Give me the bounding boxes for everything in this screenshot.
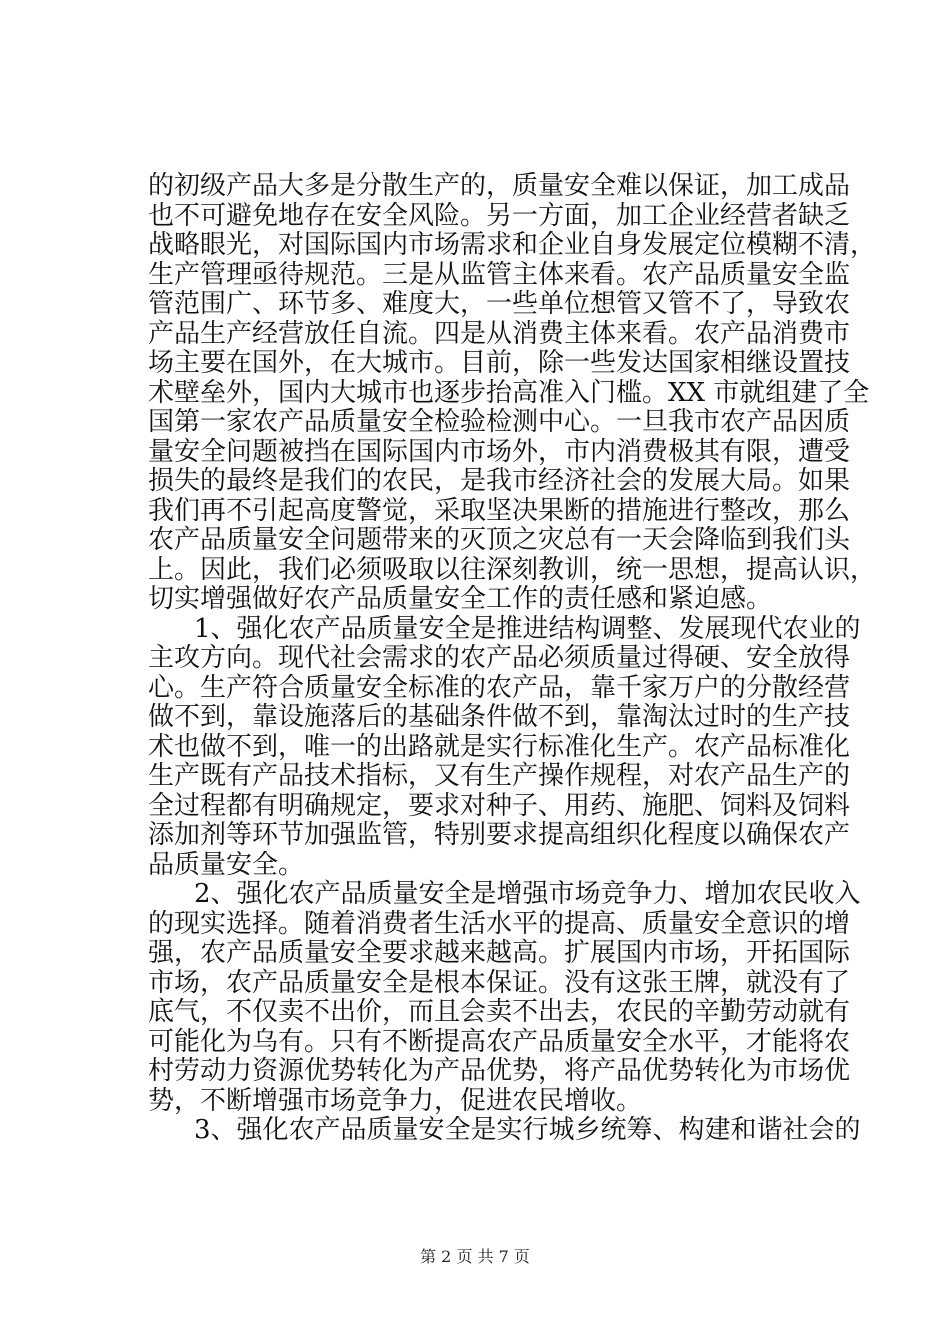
text-line: 术也做不到，唯一的出路就是实行标准化生产。农产品标准化	[148, 731, 851, 762]
text-line: 生产管理亟待规范。三是从监管主体来看。农产品质量安全监	[148, 259, 851, 290]
paragraph	[148, 879, 861, 1116]
document-body	[148, 171, 877, 1146]
text-line: 主攻方向。现代社会需求的农产品必须质量过得硬、安全放得	[148, 643, 851, 673]
paragraph	[148, 613, 861, 881]
text-line: 产品生产经营放任自流。四是从消费主体来看。农产品消费市	[148, 318, 851, 349]
text-line: 也不可避免地存在安全风险。另一方面，加工企业经营者缺乏	[148, 200, 851, 231]
text-line: 管范围广、环节多、难度大，一些单位想管又管不了，导致农	[148, 289, 851, 319]
page-footer: 第 2 页 共 7 页	[420, 1247, 530, 1266]
text-line: 势，不断增强市场竞争力，促进农民增收。	[148, 1085, 643, 1116]
text-line: 做不到，靠设施落后的基础条件做不到，靠淘汰过时的生产技	[148, 702, 851, 732]
text-line: 切实增强做好农产品质量安全工作的责任感和紧迫感。	[148, 584, 773, 614]
text-line: 品质量安全。	[148, 849, 305, 880]
text-line: 添加剂等环节加强监管，特别要求提高组织化程度以确保农产	[148, 820, 851, 850]
text-line: 的现实选择。随着消费者生活水平的提高、质量安全意识的增	[148, 908, 851, 939]
text-line: 损失的最终是我们的农民，是我市经济社会的发展大局。如果	[148, 466, 851, 496]
paragraph	[148, 171, 877, 615]
text-line: 术壁垒外，国内大城市也逐步抬高准入门槛。XX 市就组建了全	[148, 377, 870, 408]
text-line: 底气，不仅卖不出价，而且会卖不出去，农民的辛勤劳动就有	[148, 997, 851, 1027]
text-line: 的初级产品大多是分散生产的，质量安全难以保证，加工成品	[148, 171, 851, 201]
text-line: 3、强化农产品质量安全是实行城乡统筹、构建和谐社会的	[194, 1115, 861, 1145]
text-line: 村劳动力资源优势转化为产品优势，将产品优势转化为市场优	[148, 1056, 851, 1086]
text-line: 场主要在国外，在大城市。目前，除一些发达国家相继设置技	[148, 348, 851, 378]
text-line: 1、强化农产品质量安全是推进结构调整、发展现代农业的	[194, 613, 861, 644]
text-line: 强，农产品质量安全要求越来越高。扩展国内市场，开拓国际	[148, 938, 851, 968]
text-line: 市场，农产品质量安全是根本保证。没有这张王牌，就没有了	[148, 967, 851, 998]
text-line: 全过程都有明确规定，要求对种子、用药、施肥、饲料及饲料	[148, 790, 851, 821]
paragraph	[148, 1115, 861, 1146]
text-line: 量安全问题被挡在国际国内市场外，市内消费极其有限，遭受	[148, 436, 851, 467]
text-line: 我们再不引起高度警觉，采取坚决果断的措施进行整改，那么	[148, 495, 851, 526]
text-line: 战略眼光，对国际国内市场需求和企业自身发展定位模糊不清，	[148, 230, 877, 260]
text-line: 农产品质量安全问题带来的灭顶之灾总有一天会降临到我们头	[148, 525, 851, 555]
text-line: 上。因此，我们必须吸取以往深刻教训，统一思想，提高认识，	[148, 554, 877, 585]
text-line: 2、强化农产品质量安全是增强市场竞争力、增加农民收入	[194, 879, 861, 909]
text-line: 生产既有产品技术指标，又有生产操作规程，对农产品生产的	[148, 761, 851, 791]
text-line: 国第一家农产品质量安全检验检测中心。一旦我市农产品因质	[148, 407, 851, 437]
text-line: 心。生产符合质量安全标准的农产品，靠千家万户的分散经营	[148, 672, 851, 703]
text-line: 可能化为乌有。只有不断提高农产品质量安全水平，才能将农	[148, 1026, 851, 1057]
